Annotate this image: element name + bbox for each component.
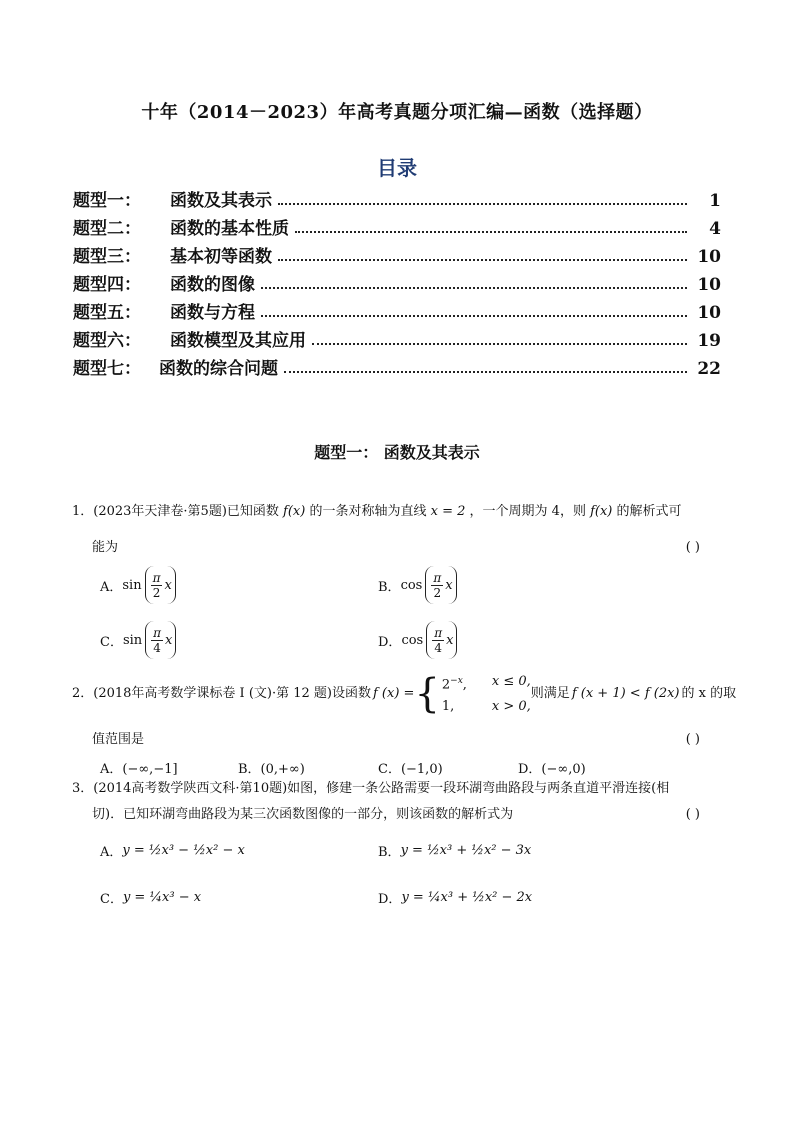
- option-text: D．(−∞,0): [518, 762, 586, 777]
- fraction: [431, 571, 443, 600]
- fraction-denominator: 4: [434, 640, 442, 655]
- question-1-mid1: 的一条对称轴为直线: [309, 504, 427, 519]
- toc-leader-dots: [295, 230, 687, 233]
- question-3-line2-text: 切)．已知环湖弯曲路段为某三次函数图像的一部分，则该函数的解析式为: [92, 807, 514, 822]
- question-3-line1: 3．(2014高考数学陕西文科·第10题)如图，修建一条公路需要一段环湖弯曲路段与两条直道平滑连接(相: [72, 781, 670, 796]
- toc-heading: 目录: [377, 156, 417, 180]
- answer-paren: ( ): [685, 540, 700, 555]
- option-label: D．: [378, 634, 402, 650]
- option-a[interactable]: [100, 841, 245, 860]
- option-d[interactable]: [378, 621, 457, 659]
- toc-entry[interactable]: [73, 183, 721, 211]
- toc-leader-dots: [312, 342, 687, 345]
- variable: x: [446, 632, 454, 648]
- fraction-denominator: 2: [152, 585, 161, 600]
- question-1: [72, 502, 724, 558]
- option-label: C．: [100, 892, 123, 907]
- option-b[interactable]: [238, 758, 305, 777]
- toc-leader-dots: [261, 314, 687, 317]
- toc-entry-label: 题型三：: [73, 247, 141, 267]
- question-1-mid2: ，一个周期为 4，则: [469, 504, 586, 519]
- toc-leader-dots: [278, 202, 687, 205]
- toc-entry-label: 题型五：: [73, 303, 141, 323]
- function-fx: f (x) =: [372, 686, 415, 701]
- fraction: [432, 626, 444, 655]
- trig-fn: cos: [401, 632, 424, 648]
- paren-group: [425, 566, 456, 604]
- option-label: A．: [100, 845, 123, 860]
- variable: x: [445, 577, 453, 593]
- paren-group: [426, 621, 457, 659]
- question-2-mid: 则满足: [530, 686, 570, 701]
- option-d[interactable]: [518, 758, 586, 777]
- question-2-end: 的 x 的取: [681, 686, 737, 701]
- option-b[interactable]: [378, 566, 457, 604]
- toc-entry[interactable]: [73, 267, 721, 295]
- variable: x: [165, 632, 173, 648]
- toc-leader-dots: [284, 370, 687, 373]
- section-heading: 题型一： 函数及其表示: [314, 443, 480, 462]
- fraction: [151, 626, 163, 655]
- case-row: [442, 671, 531, 695]
- option-a[interactable]: [100, 758, 178, 777]
- trig-fn: sin: [122, 577, 142, 593]
- fraction-numerator: π: [152, 570, 161, 585]
- toc-entry-page: 10: [697, 303, 721, 323]
- answer-paren: ( ): [685, 807, 700, 822]
- trig-fn: cos: [400, 577, 423, 593]
- inequality: f (x + 1) < f (2x): [571, 686, 680, 701]
- toc-entry-label: 题型六：: [73, 331, 141, 351]
- question-1-end: 的解析式可: [616, 504, 682, 519]
- option-label: B．: [378, 845, 401, 860]
- toc-entry[interactable]: [73, 323, 721, 351]
- option-label: D．: [378, 892, 402, 907]
- case-value: 1,: [441, 698, 455, 714]
- option-expression: y = ½x³ − ½x² − x: [122, 843, 245, 858]
- option-expression: y = ½x³ + ½x² − 3x: [400, 843, 532, 858]
- option-text: B．(0,+∞): [238, 762, 305, 777]
- option-text: C．(−1,0): [378, 762, 443, 777]
- question-1-line2: [72, 538, 724, 558]
- case-condition: x ≤ 0,: [491, 674, 531, 690]
- toc-entry-page: 1: [709, 191, 721, 211]
- toc-entry-label: 题型七：: [73, 359, 141, 379]
- answer-paren: ( ): [685, 732, 700, 747]
- option-label: C．: [100, 634, 123, 650]
- toc-leader-dots: [278, 258, 687, 261]
- fraction-numerator: π: [433, 570, 442, 585]
- toc-leader-dots: [261, 286, 687, 289]
- question-3: [72, 779, 724, 825]
- paren-group: [145, 621, 176, 659]
- option-expression: y = ¼x³ − x: [122, 890, 202, 905]
- question-2-stem: [72, 671, 737, 717]
- fraction: [151, 571, 163, 600]
- toc-entry-label: 题型四：: [73, 275, 141, 295]
- option-c[interactable]: [378, 758, 443, 777]
- fraction-denominator: 2: [433, 585, 442, 600]
- toc-entry-page: 10: [697, 247, 721, 267]
- variable: x: [164, 577, 172, 593]
- option-label: A．: [100, 579, 123, 595]
- toc-entry-page: 19: [697, 331, 721, 351]
- function-fx: f(x): [590, 504, 613, 519]
- toc-entry[interactable]: [73, 351, 721, 379]
- toc-entry-title: 函数的综合问题: [159, 359, 278, 379]
- document-title: 十年（2014－2023）年高考真题分项汇编—函数（选择题）: [141, 102, 653, 123]
- toc-entry-page: 10: [697, 275, 721, 295]
- question-3-line2: [72, 805, 724, 825]
- option-c[interactable]: [100, 621, 176, 659]
- fraction-numerator: π: [434, 625, 443, 640]
- question-1-line2-text: 能为: [92, 540, 119, 555]
- toc-entry-label: 题型二：: [73, 219, 141, 239]
- option-b[interactable]: [378, 841, 531, 860]
- case-value: $2^{-x}$,: [441, 676, 467, 693]
- question-2-prefix: 2．(2018年高考数学课标卷 I (文)·第 12 题)设函数: [72, 686, 371, 701]
- toc-entry-title: 函数模型及其应用: [170, 331, 306, 351]
- table-of-contents: [73, 183, 721, 379]
- piecewise-cases: [442, 671, 531, 716]
- question-1-stem: [72, 502, 724, 522]
- piecewise-function: [414, 671, 530, 716]
- trig-fn: sin: [122, 632, 143, 648]
- fraction-numerator: π: [153, 625, 162, 640]
- option-a[interactable]: [100, 566, 176, 604]
- toc-entry-page: 4: [709, 219, 721, 239]
- axis-equation: x = 2: [430, 504, 466, 519]
- fraction-denominator: 4: [153, 640, 161, 655]
- question-1-prefix: 1．(2023年天津卷·第5题)已知函数: [72, 504, 279, 519]
- case-row: [442, 696, 531, 717]
- function-fx: f(x): [283, 504, 306, 519]
- toc-entry-label: 题型一：: [73, 191, 141, 211]
- option-c[interactable]: [100, 888, 201, 907]
- option-d[interactable]: [378, 888, 532, 907]
- option-label: B．: [378, 579, 401, 595]
- toc-entry-title: 函数的图像: [170, 275, 255, 295]
- paren-group: [145, 566, 176, 604]
- case-condition: x > 0,: [491, 698, 531, 714]
- toc-entry[interactable]: [73, 295, 721, 323]
- question-2-line2: [72, 730, 724, 750]
- question-2-line2-text: 值范围是: [92, 732, 145, 747]
- question-2: [72, 671, 737, 750]
- option-expression: y = ¼x³ + ½x² − 2x: [401, 890, 533, 905]
- left-brace: {: [414, 671, 440, 717]
- toc-entry[interactable]: [73, 211, 721, 239]
- toc-entry-title: 基本初等函数: [170, 247, 272, 267]
- toc-entry[interactable]: [73, 239, 721, 267]
- toc-entry-title: 函数的基本性质: [170, 219, 289, 239]
- toc-entry-title: 函数与方程: [170, 303, 255, 323]
- toc-entry-page: 22: [697, 359, 721, 379]
- option-text: A．(−∞,−1]: [100, 762, 178, 777]
- toc-entry-title: 函数及其表示: [170, 191, 272, 211]
